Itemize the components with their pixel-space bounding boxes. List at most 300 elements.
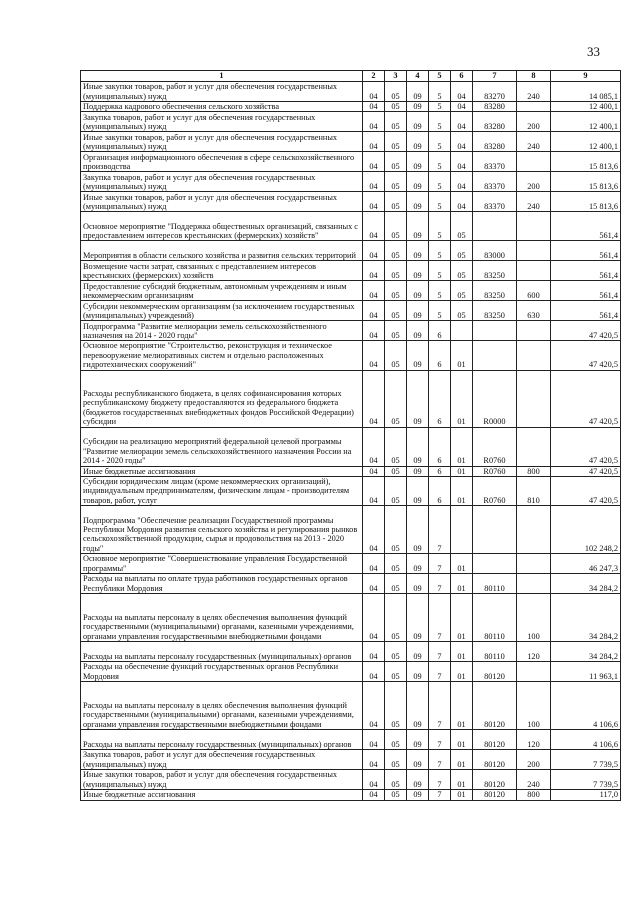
column-header: 4 [407, 71, 429, 82]
code-cell-5: 6 [429, 370, 451, 427]
amount-cell: 46 247,3 [551, 554, 621, 574]
code-cell-2: 04 [363, 477, 385, 506]
code-cell-4: 09 [407, 152, 429, 172]
target-article-cell: 80120 [473, 730, 517, 750]
table-body [81, 82, 621, 801]
code-cell-6: 01 [451, 427, 473, 466]
code-cell-6: 01 [451, 750, 473, 770]
code-cell-4: 09 [407, 790, 429, 800]
code-cell-4: 09 [407, 301, 429, 321]
expense-name-cell: Закупка товаров, работ и услуг для обеспечения государственных (муниципальных) нужд [81, 750, 363, 770]
amount-cell: 47 420,5 [551, 321, 621, 341]
amount-cell: 34 284,2 [551, 642, 621, 662]
code-cell-3: 05 [385, 301, 407, 321]
expense-type-cell [517, 506, 551, 554]
amount-cell: 7 739,5 [551, 770, 621, 790]
target-article-cell [473, 212, 517, 241]
code-cell-2: 04 [363, 172, 385, 192]
code-cell-4: 09 [407, 506, 429, 554]
amount-cell: 34 284,2 [551, 594, 621, 642]
expense-name-cell: Подпрограмма "Развитие мелиорации земель сельскохозяйственного назначения на 2014 - 2020 годы" [81, 321, 363, 341]
amount-cell: 117,0 [551, 790, 621, 800]
table-row [81, 172, 621, 192]
expense-type-cell: 800 [517, 466, 551, 476]
code-cell-3: 05 [385, 212, 407, 241]
code-cell-5: 6 [429, 466, 451, 476]
code-cell-4: 09 [407, 261, 429, 281]
code-cell-2: 04 [363, 750, 385, 770]
target-article-cell: R0760 [473, 477, 517, 506]
expense-name-cell: Расходы на выплаты персоналу в целях обеспечения выполнения функций государственными (муниципальными) органами, казенными учреждениями, органами управления государственными внебюджетными фондами [81, 682, 363, 730]
code-cell-5: 5 [429, 112, 451, 132]
code-cell-3: 05 [385, 750, 407, 770]
table-row [81, 682, 621, 730]
amount-cell: 561,4 [551, 301, 621, 321]
code-cell-6: 04 [451, 102, 473, 112]
code-cell-3: 05 [385, 112, 407, 132]
expense-type-cell [517, 370, 551, 427]
code-cell-3: 05 [385, 642, 407, 662]
expense-type-cell: 240 [517, 192, 551, 212]
target-article-cell: 80120 [473, 682, 517, 730]
table-row [81, 102, 621, 112]
code-cell-3: 05 [385, 132, 407, 152]
code-cell-5: 7 [429, 594, 451, 642]
code-cell-6: 05 [451, 261, 473, 281]
code-cell-4: 09 [407, 642, 429, 662]
expense-name-cell: Расходы республиканского бюджета, в целях софинансирования которых республиканскому бюджету предоставляются из федерального бюджета (бюджетов государственных внебюджетных фондов Российской Федерации) субсидии [81, 370, 363, 427]
code-cell-5: 5 [429, 102, 451, 112]
table-row [81, 82, 621, 102]
code-cell-2: 04 [363, 370, 385, 427]
expense-name-cell: Субсидии некоммерческим организациям (за исключением государственных (муниципальных) учреждений) [81, 301, 363, 321]
expense-name-cell: Иные бюджетные ассигнования [81, 790, 363, 800]
code-cell-2: 04 [363, 281, 385, 301]
amount-cell: 561,4 [551, 281, 621, 301]
expense-type-cell [517, 152, 551, 172]
expense-type-cell [517, 212, 551, 241]
code-cell-3: 05 [385, 574, 407, 594]
code-cell-6: 01 [451, 790, 473, 800]
target-article-cell [473, 506, 517, 554]
code-cell-5: 7 [429, 662, 451, 682]
expense-type-cell: 810 [517, 477, 551, 506]
code-cell-4: 09 [407, 281, 429, 301]
amount-cell: 561,4 [551, 261, 621, 281]
code-cell-6: 01 [451, 730, 473, 750]
code-cell-2: 04 [363, 662, 385, 682]
target-article-cell: 80110 [473, 594, 517, 642]
table-row [81, 212, 621, 241]
code-cell-2: 04 [363, 212, 385, 241]
code-cell-6: 01 [451, 341, 473, 370]
code-cell-2: 04 [363, 790, 385, 800]
table-row [81, 301, 621, 321]
code-cell-6 [451, 506, 473, 554]
amount-cell: 4 106,6 [551, 730, 621, 750]
code-cell-4: 09 [407, 682, 429, 730]
amount-cell: 7 739,5 [551, 750, 621, 770]
expense-type-cell: 240 [517, 82, 551, 102]
code-cell-5: 5 [429, 261, 451, 281]
code-cell-6: 04 [451, 152, 473, 172]
code-cell-6: 05 [451, 212, 473, 241]
expense-type-cell [517, 102, 551, 112]
code-cell-6: 05 [451, 241, 473, 261]
expense-name-cell: Иные закупки товаров, работ и услуг для обеспечения государственных (муниципальных) нужд [81, 192, 363, 212]
code-cell-4: 09 [407, 554, 429, 574]
code-cell-4: 09 [407, 730, 429, 750]
code-cell-5: 6 [429, 477, 451, 506]
code-cell-5: 5 [429, 82, 451, 102]
table-row [81, 594, 621, 642]
amount-cell: 14 085,1 [551, 82, 621, 102]
expense-name-cell: Организация информационного обеспечения в сфере сельскохозяйственного производства [81, 152, 363, 172]
table-row [81, 152, 621, 172]
target-article-cell: 80120 [473, 770, 517, 790]
table-row [81, 554, 621, 574]
expense-type-cell: 120 [517, 730, 551, 750]
table-row [81, 241, 621, 261]
expense-type-cell: 200 [517, 172, 551, 192]
code-cell-6: 01 [451, 662, 473, 682]
amount-cell: 15 813,6 [551, 172, 621, 192]
code-cell-3: 05 [385, 281, 407, 301]
code-cell-3: 05 [385, 682, 407, 730]
code-cell-3: 05 [385, 662, 407, 682]
code-cell-6: 04 [451, 112, 473, 132]
code-cell-5: 5 [429, 172, 451, 192]
column-header: 7 [473, 71, 517, 82]
expense-type-cell: 630 [517, 301, 551, 321]
column-header: 8 [517, 71, 551, 82]
code-cell-6: 01 [451, 466, 473, 476]
expense-type-cell [517, 554, 551, 574]
code-cell-4: 09 [407, 82, 429, 102]
code-cell-5: 5 [429, 281, 451, 301]
code-cell-6: 04 [451, 82, 473, 102]
table-row [81, 370, 621, 427]
expense-type-cell: 200 [517, 750, 551, 770]
expense-name-cell: Закупка товаров, работ и услуг для обеспечения государственных (муниципальных) нужд [81, 112, 363, 132]
target-article-cell: 83250 [473, 301, 517, 321]
code-cell-4: 09 [407, 341, 429, 370]
amount-cell: 47 420,5 [551, 341, 621, 370]
amount-cell: 15 813,6 [551, 152, 621, 172]
code-cell-5: 7 [429, 642, 451, 662]
code-cell-3: 05 [385, 594, 407, 642]
code-cell-5: 6 [429, 341, 451, 370]
table-row [81, 750, 621, 770]
expense-type-cell: 240 [517, 770, 551, 790]
code-cell-2: 04 [363, 574, 385, 594]
code-cell-5: 5 [429, 301, 451, 321]
target-article-cell: R0000 [473, 370, 517, 427]
table-row [81, 506, 621, 554]
expense-name-cell: Мероприятия в области сельского хозяйства и развития сельских территорий [81, 241, 363, 261]
code-cell-5: 7 [429, 770, 451, 790]
table-row [81, 574, 621, 594]
table-row [81, 790, 621, 800]
target-article-cell: 80120 [473, 662, 517, 682]
amount-cell: 47 420,5 [551, 466, 621, 476]
code-cell-2: 04 [363, 466, 385, 476]
amount-cell: 34 284,2 [551, 574, 621, 594]
amount-cell: 47 420,5 [551, 427, 621, 466]
expense-type-cell [517, 427, 551, 466]
code-cell-3: 05 [385, 321, 407, 341]
table-row [81, 642, 621, 662]
code-cell-3: 05 [385, 554, 407, 574]
target-article-cell: 83250 [473, 281, 517, 301]
expense-name-cell: Субсидии на реализацию мероприятий федеральной целевой программы "Развитие мелиорации земель сельскохозяйственного назначения России на 2014 - 2020 годы" [81, 427, 363, 466]
code-cell-6: 04 [451, 172, 473, 192]
code-cell-2: 04 [363, 770, 385, 790]
expense-name-cell: Расходы на выплаты по оплате труда работников государственных органов Республики Мордовия [81, 574, 363, 594]
code-cell-5: 7 [429, 554, 451, 574]
table-row [81, 730, 621, 750]
expense-name-cell: Расходы на выплаты персоналу государственных (муниципальных) органов [81, 642, 363, 662]
code-cell-5: 7 [429, 790, 451, 800]
table-row [81, 427, 621, 466]
target-article-cell: R0760 [473, 427, 517, 466]
column-header: 2 [363, 71, 385, 82]
target-article-cell: 80120 [473, 750, 517, 770]
code-cell-4: 09 [407, 172, 429, 192]
column-header: 9 [551, 71, 621, 82]
expense-type-cell: 800 [517, 790, 551, 800]
code-cell-3: 05 [385, 770, 407, 790]
expense-name-cell: Иные закупки товаров, работ и услуг для обеспечения государственных (муниципальных) нужд [81, 770, 363, 790]
expense-type-cell: 200 [517, 112, 551, 132]
code-cell-2: 04 [363, 554, 385, 574]
code-cell-2: 04 [363, 506, 385, 554]
code-cell-2: 04 [363, 594, 385, 642]
code-cell-2: 04 [363, 730, 385, 750]
code-cell-5: 7 [429, 506, 451, 554]
amount-cell: 4 106,6 [551, 682, 621, 730]
table-row [81, 112, 621, 132]
table-row [81, 466, 621, 476]
header-row [81, 71, 621, 82]
expense-name-cell: Основное мероприятие "Поддержка общественных организаций, связанных с предоставлением интересов крестьянских (фермерских) хозяйств" [81, 212, 363, 241]
code-cell-3: 05 [385, 241, 407, 261]
amount-cell: 12 400,1 [551, 132, 621, 152]
column-header: 1 [81, 71, 363, 82]
expense-name-cell: Субсидии юридическим лицам (кроме некоммерческих организаций), индивидуальным предпринимателям, физическим лицам - производителям товаров, работ, услуг [81, 477, 363, 506]
expense-name-cell: Иные бюджетные ассигнования [81, 466, 363, 476]
target-article-cell: 83000 [473, 241, 517, 261]
table-row [81, 477, 621, 506]
code-cell-2: 04 [363, 241, 385, 261]
code-cell-5: 7 [429, 750, 451, 770]
code-cell-6: 01 [451, 477, 473, 506]
column-header: 6 [451, 71, 473, 82]
code-cell-3: 05 [385, 192, 407, 212]
code-cell-4: 09 [407, 212, 429, 241]
amount-cell: 102 248,2 [551, 506, 621, 554]
code-cell-3: 05 [385, 506, 407, 554]
expense-type-cell [517, 321, 551, 341]
code-cell-5: 5 [429, 192, 451, 212]
amount-cell: 11 963,1 [551, 662, 621, 682]
code-cell-2: 04 [363, 132, 385, 152]
code-cell-2: 04 [363, 642, 385, 662]
expense-name-cell: Предоставление субсидий бюджетным, автономным учреждениям и иным некоммерческим организациям [81, 281, 363, 301]
code-cell-3: 05 [385, 341, 407, 370]
expense-type-cell [517, 241, 551, 261]
target-article-cell [473, 321, 517, 341]
code-cell-4: 09 [407, 132, 429, 152]
target-article-cell: 83370 [473, 192, 517, 212]
code-cell-6: 01 [451, 554, 473, 574]
code-cell-2: 04 [363, 321, 385, 341]
target-article-cell: 83250 [473, 261, 517, 281]
code-cell-6: 01 [451, 594, 473, 642]
target-article-cell: 80110 [473, 574, 517, 594]
budget-table [80, 70, 621, 801]
code-cell-6 [451, 321, 473, 341]
expense-name-cell: Возмещение части затрат, связанных с представлением интересов крестьянских (фермерских) хозяйств [81, 261, 363, 281]
amount-cell: 47 420,5 [551, 370, 621, 427]
expense-name-cell: Основное мероприятие "Совершенствование управления Государственной программы" [81, 554, 363, 574]
target-article-cell: 83370 [473, 152, 517, 172]
code-cell-5: 5 [429, 241, 451, 261]
expense-type-cell: 600 [517, 281, 551, 301]
code-cell-6: 01 [451, 642, 473, 662]
table-row [81, 192, 621, 212]
target-article-cell: R0760 [473, 466, 517, 476]
amount-cell: 12 400,1 [551, 112, 621, 132]
table-row [81, 132, 621, 152]
code-cell-4: 09 [407, 102, 429, 112]
table-row [81, 321, 621, 341]
code-cell-6: 04 [451, 132, 473, 152]
table-row [81, 662, 621, 682]
code-cell-3: 05 [385, 730, 407, 750]
amount-cell: 561,4 [551, 212, 621, 241]
code-cell-2: 04 [363, 192, 385, 212]
expense-name-cell: Расходы на выплаты персоналу в целях обеспечения выполнения функций государственными (муниципальными) органами, казенными учреждениями, органами управления государственными внебюджетными фондами [81, 594, 363, 642]
code-cell-4: 09 [407, 574, 429, 594]
target-article-cell: 83270 [473, 82, 517, 102]
column-header: 3 [385, 71, 407, 82]
code-cell-2: 04 [363, 682, 385, 730]
table-row [81, 341, 621, 370]
expense-type-cell: 100 [517, 682, 551, 730]
expense-name-cell: Закупка товаров, работ и услуг для обеспечения государственных (муниципальных) нужд [81, 172, 363, 192]
code-cell-2: 04 [363, 112, 385, 132]
code-cell-3: 05 [385, 82, 407, 102]
target-article-cell: 83280 [473, 102, 517, 112]
expense-type-cell [517, 261, 551, 281]
code-cell-6: 01 [451, 574, 473, 594]
code-cell-3: 05 [385, 790, 407, 800]
code-cell-2: 04 [363, 102, 385, 112]
code-cell-6: 05 [451, 281, 473, 301]
code-cell-6: 05 [451, 301, 473, 321]
target-article-cell: 80120 [473, 790, 517, 800]
code-cell-4: 09 [407, 662, 429, 682]
expense-name-cell: Иные закупки товаров, работ и услуг для обеспечения государственных (муниципальных) нужд [81, 82, 363, 102]
code-cell-5: 5 [429, 152, 451, 172]
code-cell-3: 05 [385, 152, 407, 172]
code-cell-6: 01 [451, 770, 473, 790]
expense-type-cell: 240 [517, 132, 551, 152]
code-cell-3: 05 [385, 370, 407, 427]
expense-name-cell: Расходы на выплаты персоналу государственных (муниципальных) органов [81, 730, 363, 750]
code-cell-2: 04 [363, 152, 385, 172]
code-cell-4: 09 [407, 321, 429, 341]
target-article-cell: 83280 [473, 132, 517, 152]
expense-type-cell [517, 574, 551, 594]
code-cell-3: 05 [385, 477, 407, 506]
target-article-cell [473, 554, 517, 574]
table-row [81, 770, 621, 790]
code-cell-3: 05 [385, 466, 407, 476]
code-cell-4: 09 [407, 241, 429, 261]
code-cell-4: 09 [407, 770, 429, 790]
code-cell-5: 5 [429, 132, 451, 152]
code-cell-3: 05 [385, 172, 407, 192]
code-cell-3: 05 [385, 427, 407, 466]
amount-cell: 15 813,6 [551, 192, 621, 212]
code-cell-6: 04 [451, 192, 473, 212]
code-cell-2: 04 [363, 261, 385, 281]
expense-name-cell: Расходы на обеспечение функций государственных органов Республики Мордовия [81, 662, 363, 682]
expense-name-cell: Основное мероприятие "Строительство, реконструкция и техническое перевооружение мелиоративных систем и отдельно расположенных гидротехнических сооружений" [81, 341, 363, 370]
code-cell-6: 01 [451, 682, 473, 730]
expense-type-cell: 120 [517, 642, 551, 662]
code-cell-5: 7 [429, 730, 451, 750]
target-article-cell: 83370 [473, 172, 517, 192]
target-article-cell [473, 341, 517, 370]
code-cell-4: 09 [407, 750, 429, 770]
code-cell-4: 09 [407, 594, 429, 642]
page-number: 33 [587, 44, 600, 59]
column-header: 5 [429, 71, 451, 82]
expense-type-cell: 100 [517, 594, 551, 642]
code-cell-4: 09 [407, 112, 429, 132]
code-cell-4: 09 [407, 466, 429, 476]
code-cell-4: 09 [407, 370, 429, 427]
code-cell-4: 09 [407, 477, 429, 506]
code-cell-4: 09 [407, 427, 429, 466]
target-article-cell: 83280 [473, 112, 517, 132]
code-cell-3: 05 [385, 102, 407, 112]
expense-name-cell: Подпрограмма "Обеспечение реализации Государственной программы Республики Мордовия развития сельского хозяйства и регулирования рынков сельскохозяйственной продукции, сырья и продовольствия на 2013 - 2020 годы" [81, 506, 363, 554]
table-row [81, 261, 621, 281]
code-cell-2: 04 [363, 82, 385, 102]
code-cell-5: 7 [429, 682, 451, 730]
amount-cell: 12 400,1 [551, 102, 621, 112]
code-cell-6: 01 [451, 370, 473, 427]
code-cell-2: 04 [363, 301, 385, 321]
table-row [81, 281, 621, 301]
expense-type-cell [517, 662, 551, 682]
target-article-cell: 80110 [473, 642, 517, 662]
code-cell-5: 6 [429, 427, 451, 466]
code-cell-5: 6 [429, 321, 451, 341]
amount-cell: 47 420,5 [551, 477, 621, 506]
expense-type-cell [517, 341, 551, 370]
code-cell-4: 09 [407, 192, 429, 212]
code-cell-5: 7 [429, 574, 451, 594]
code-cell-3: 05 [385, 261, 407, 281]
code-cell-5: 5 [429, 212, 451, 241]
expense-name-cell: Иные закупки товаров, работ и услуг для обеспечения государственных (муниципальных) нужд [81, 132, 363, 152]
expense-name-cell: Поддержка кадрового обеспечения сельского хозяйства [81, 102, 363, 112]
